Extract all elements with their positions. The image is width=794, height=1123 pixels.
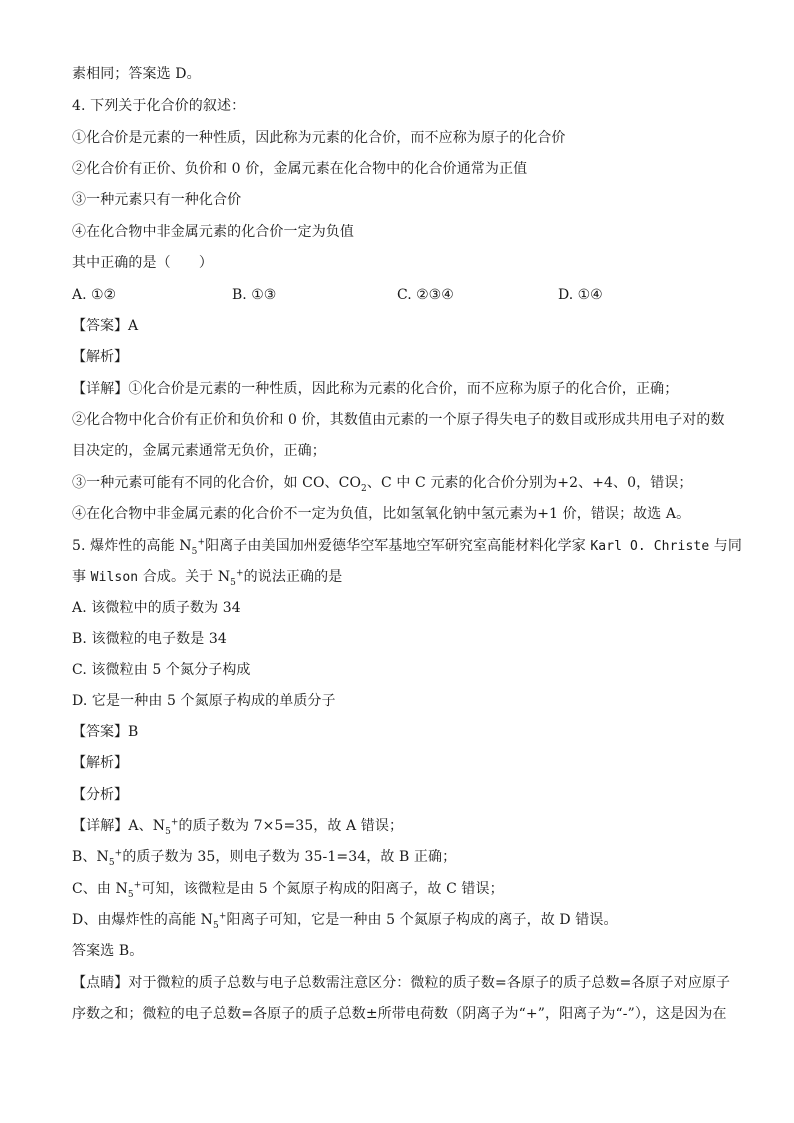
q4-statement-3: ③一种元素只有一种化合价 <box>72 192 242 208</box>
question-4-stem: 4. 下列关于化合价的叙述： <box>72 98 246 114</box>
question-5-stem-line-2: 事 Wilson 合成。关于 $N_5^+$的说法正确的是 <box>72 568 343 588</box>
q4-question: 其中正确的是（ ） <box>72 255 213 271</box>
q4-answer: 【答案】A <box>72 318 139 334</box>
q4-option-b: B. ①③ <box>232 287 277 303</box>
q5-option-a: A. 该微粒中的质子数为 34 <box>72 600 241 616</box>
q5-option-c: C. 该微粒由 5 个氮分子构成 <box>72 662 251 678</box>
q5-analysis-label: 【解析】 <box>72 755 128 771</box>
q5-detail-2: B、$N_5^+$的质子数为 35，则电子数为 35-1=34，故 B 正确； <box>72 848 457 868</box>
q4-detail-2: ②化合物中化合价有正价和负价和 0 价，其数值由元素的一个原子得失电子的数目或形成共用电子对的数 <box>72 412 725 428</box>
previous-answer-tail: 素相同；答案选 D。 <box>72 66 201 82</box>
q5-tip-line-1: 【点睛】对于微粒的质子总数与电子总数需注意区分：微粒的质子数=各原子的质子总数=各原子对应原子 <box>72 975 731 991</box>
q4-statement-2: ②化合价有正价、负价和 0 价，金属元素在化合物中的化合价通常为正值 <box>72 161 528 177</box>
q5-tip-line-2: 序数之和；微粒的电子总数=各原子的质子总数±所带电荷数（阴离子为“+”，阳离子为“-”），这是因为在 <box>72 1006 727 1022</box>
question-5-stem-line-1: 5. 爆炸性的高能 $N_5^+$阳离子由美国加州爱德华空军基地空军研究室高能材料化学家 Karl O. Christe 与同 <box>72 537 743 557</box>
q4-option-d: D. ①④ <box>558 287 603 303</box>
q4-statement-1: ①化合价是元素的一种性质，因此称为元素的化合价，而不应称为原子的化合价 <box>72 130 566 146</box>
q4-analysis-label: 【解析】 <box>72 349 128 365</box>
q5-answer: 【答案】B <box>72 724 139 740</box>
q4-detail-1: 【详解】①化合价是元素的一种性质，因此称为元素的化合价，而不应称为原子的化合价，正确； <box>72 381 679 397</box>
q4-option-c: C. ②③④ <box>397 287 454 303</box>
q5-detail-1: 【详解】A、$N_5^+$的质子数为 7×5=35，故 A 错误； <box>72 817 404 837</box>
q4-option-a: A. ①② <box>72 287 117 303</box>
q4-statement-4: ④在化合物中非金属元素的化合价一定为负值 <box>72 224 354 240</box>
q4-detail-4: ③一种元素可能有不同的化合价，如 CO、$CO_2$、C 中 C 元素的化合价分别为+2、+4、0，错误； <box>72 475 693 494</box>
q4-detail-3: 目决定的，金属元素通常无负价，正确； <box>72 443 326 459</box>
q4-detail-5: ④在化合物中非金属元素的化合价不一定为负值，比如氢氧化钠中氢元素为+1 价，错误；故选 A。 <box>72 506 691 522</box>
q5-option-d: D. 它是一种由 5 个氮原子构成的单质分子 <box>72 693 336 709</box>
q5-option-b: B. 该微粒的电子数是 34 <box>72 631 227 647</box>
q5-detail-4: D、由爆炸性的高能 $N_5^+$阳离子可知，它是一种由 5 个氮原子构成的离子，故 D 错误。 <box>72 911 618 931</box>
q5-final-answer: 答案选 B。 <box>72 943 144 959</box>
q5-detail-3: C、由 $N_5^+$可知，该微粒是由 5 个氮原子构成的阳离子，故 C 错误； <box>72 880 504 900</box>
q5-fenxi-label: 【分析】 <box>72 787 128 803</box>
